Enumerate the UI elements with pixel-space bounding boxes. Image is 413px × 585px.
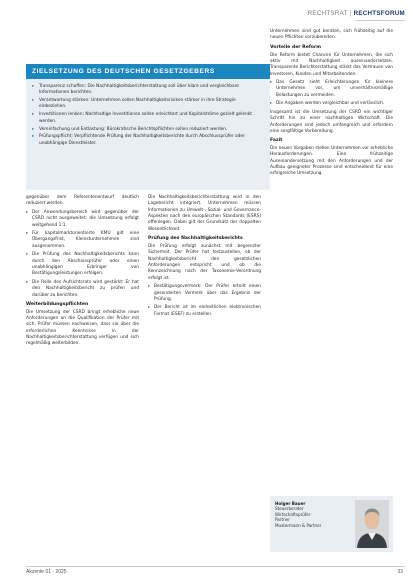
goals-box bbox=[26, 64, 270, 190]
author-name: Holger Bauer bbox=[275, 501, 306, 506]
paragraph: Insgesamt ist die Umsetzung der CSRD ein wichtiger Schritt hin zu einer nachhaltigen Wirtschaft. Die Anforderungen sind jedoch umfangreich und erfordern eine sorgfältige Vorbereitung. bbox=[270, 109, 393, 134]
paragraph: Unternehmen sind gut beraten, sich frühzeitig auf die neuen Pflichten vorzubereiten. bbox=[270, 29, 393, 41]
header-section: RECHTSRAT bbox=[307, 10, 348, 17]
author-info bbox=[275, 501, 351, 528]
author-line: Wirtschaftsprüfer bbox=[275, 511, 311, 517]
bullet-item: ▸ Bestätigungsvermerk: Der Prüfer erteilt einen gesonderten Vermerk über das Ergebnis der Prüfung. bbox=[148, 284, 261, 303]
bullet-item: ▸ Der Anwendungsbereich wird gegenüber der CSRD nicht ausgeweitet; die Umsetzung erfolgt weitgehend 1:1. bbox=[26, 210, 139, 229]
bullet-item: ▸ Die Rolle des Aufsichtsrats wird gestärkt: Er hat den Nachhaltigkeitsbericht zu prüfen und darüber zu berichten. bbox=[26, 280, 139, 299]
author-box bbox=[270, 496, 393, 552]
goals-list bbox=[32, 84, 264, 149]
goal-item: ▸ Investitionen lenken: Nachhaltige Investitionen sollen erleichtert und Kapitalströme gezielt gelenkt werden. bbox=[32, 112, 264, 125]
footer-publication: Akzente 01 · 2025 bbox=[26, 569, 67, 575]
page-number: 33 bbox=[397, 569, 403, 575]
author-photo bbox=[355, 500, 389, 548]
paragraph: Die neuen Vorgaben stellen Unternehmen vor erhebliche Herausforderungen. Eine frühzeitige Auseinandersetzung mit den Anforderungen und der Aufbau geeigneter Prozesse sind entscheidend für eine erfolgreiche Umsetzung. bbox=[270, 146, 393, 177]
bullet-item: ▸ Das Gesetz sieht Erleichterungen für kleinere Unternehmen vor, um unverhältnismäßige Belastungen zu vermeiden. bbox=[270, 80, 393, 99]
bullet-item: ▸ Die Angaben werden vergleichbar und verlässlich. bbox=[270, 101, 393, 107]
bullet-item: ▸ Der Bericht ist im einheitlichen elektronischen Format (ESEF) zu erstellen. bbox=[148, 305, 261, 318]
author-line: Mustermann & Partner bbox=[275, 522, 322, 528]
text-column-3 bbox=[270, 29, 393, 180]
subheading: Prüfung des Nachhaltigkeitsberichts bbox=[148, 236, 243, 242]
header-rule bbox=[355, 20, 405, 21]
footer-rule bbox=[26, 566, 405, 567]
goal-item: ▸ Transparenz schaffen: Die Nachhaltigkeitsberichterstattung soll über klare und vergleichbare Informationen berichten. bbox=[32, 84, 264, 97]
paragraph: Die Prüfung erfolgt zunächst mit begrenzter Sicherheit. Der Prüfer hat festzustellen, ob der Nachhaltigkeitsbericht den gesetzlichen Anforderungen entspricht und ob die Kennzeichnung nach der Taxonomie-Verordnung erfolgt ist. bbox=[148, 243, 261, 281]
paragraph: gegenüber dem Referentenentwurf deutlich reduziert werden. bbox=[26, 195, 139, 207]
author-line: Steuerberater bbox=[275, 506, 304, 512]
subheading: Vorteile der Reform bbox=[270, 44, 322, 50]
text-column-2 bbox=[148, 195, 261, 320]
running-header bbox=[0, 10, 405, 17]
subheading: Fazit bbox=[270, 138, 283, 144]
goals-title: ZIELSETZUNG DES DEUTSCHEN GESETZGEBERS bbox=[26, 64, 270, 79]
header-forum: RECHTSFORUM bbox=[353, 10, 405, 17]
paragraph: Die Nachhaltigkeitsberichterstattung wird in den Lagebericht integriert. Unternehmen müssen Informationen zu Umwelt-, Sozial- und Governance-Aspekten nach den europäischen Standards (ESRS) offenlegen. Dabei gilt der Grundsatz der doppelten Wesentlichkeit. bbox=[148, 195, 261, 232]
goal-item: ▸ Prüfungspflicht: Verpflichtende Prüfung der Nachhaltigkeitsberichte durch Abschlussprüfer oder unabhängige Dienstleister. bbox=[32, 134, 264, 147]
text-column-1 bbox=[26, 195, 139, 350]
bullet-item: ▸ Für kapitalmarktorientierte KMU gilt eine Übergangsfrist, Kleinstunternehmen sind ausgenommen. bbox=[26, 231, 139, 250]
subheading: Weiterbildungspflichten bbox=[26, 301, 89, 307]
portrait-icon bbox=[355, 500, 389, 548]
paragraph: Die Reform bietet Chancen für Unternehmen, die sich aktiv mit Nachhaltigkeit auseinandersetzen. Transparente Berichterstattung stärkt das Vertrauen von Investoren, Kunden und Mitarbeitenden. bbox=[270, 52, 393, 77]
header-separator: | bbox=[349, 10, 352, 17]
author-line: Partner bbox=[275, 517, 290, 523]
goal-item: ▸ Verantwortung stärken: Unternehmen sollen Nachhaltigkeitsrisiken stärker in ihre Strategie einbeziehen. bbox=[32, 98, 264, 111]
goal-item: ▸ Vereinfachung und Entlastung: Bürokratische Berichtspflichten sollen reduziert werden. bbox=[32, 127, 264, 133]
paragraph: Die Umsetzung der CSRD bringt erhebliche neue Anforderungen an die Qualifikation der Prüfer mit sich. Prüfer müssen nachweisen, dass sie über die erforderlichen Kenntnisse in der Nachhaltigkeitsberichterstattung verfügen und sich regelmäßig weiterbilden. bbox=[26, 309, 139, 347]
bullet-item: ▸ Die Prüfung des Nachhaltigkeitsberichts kann durch den Abschlussprüfer oder einen unabhängigen Erbringer von Bestätigungsleistungen erfolgen. bbox=[26, 252, 139, 277]
